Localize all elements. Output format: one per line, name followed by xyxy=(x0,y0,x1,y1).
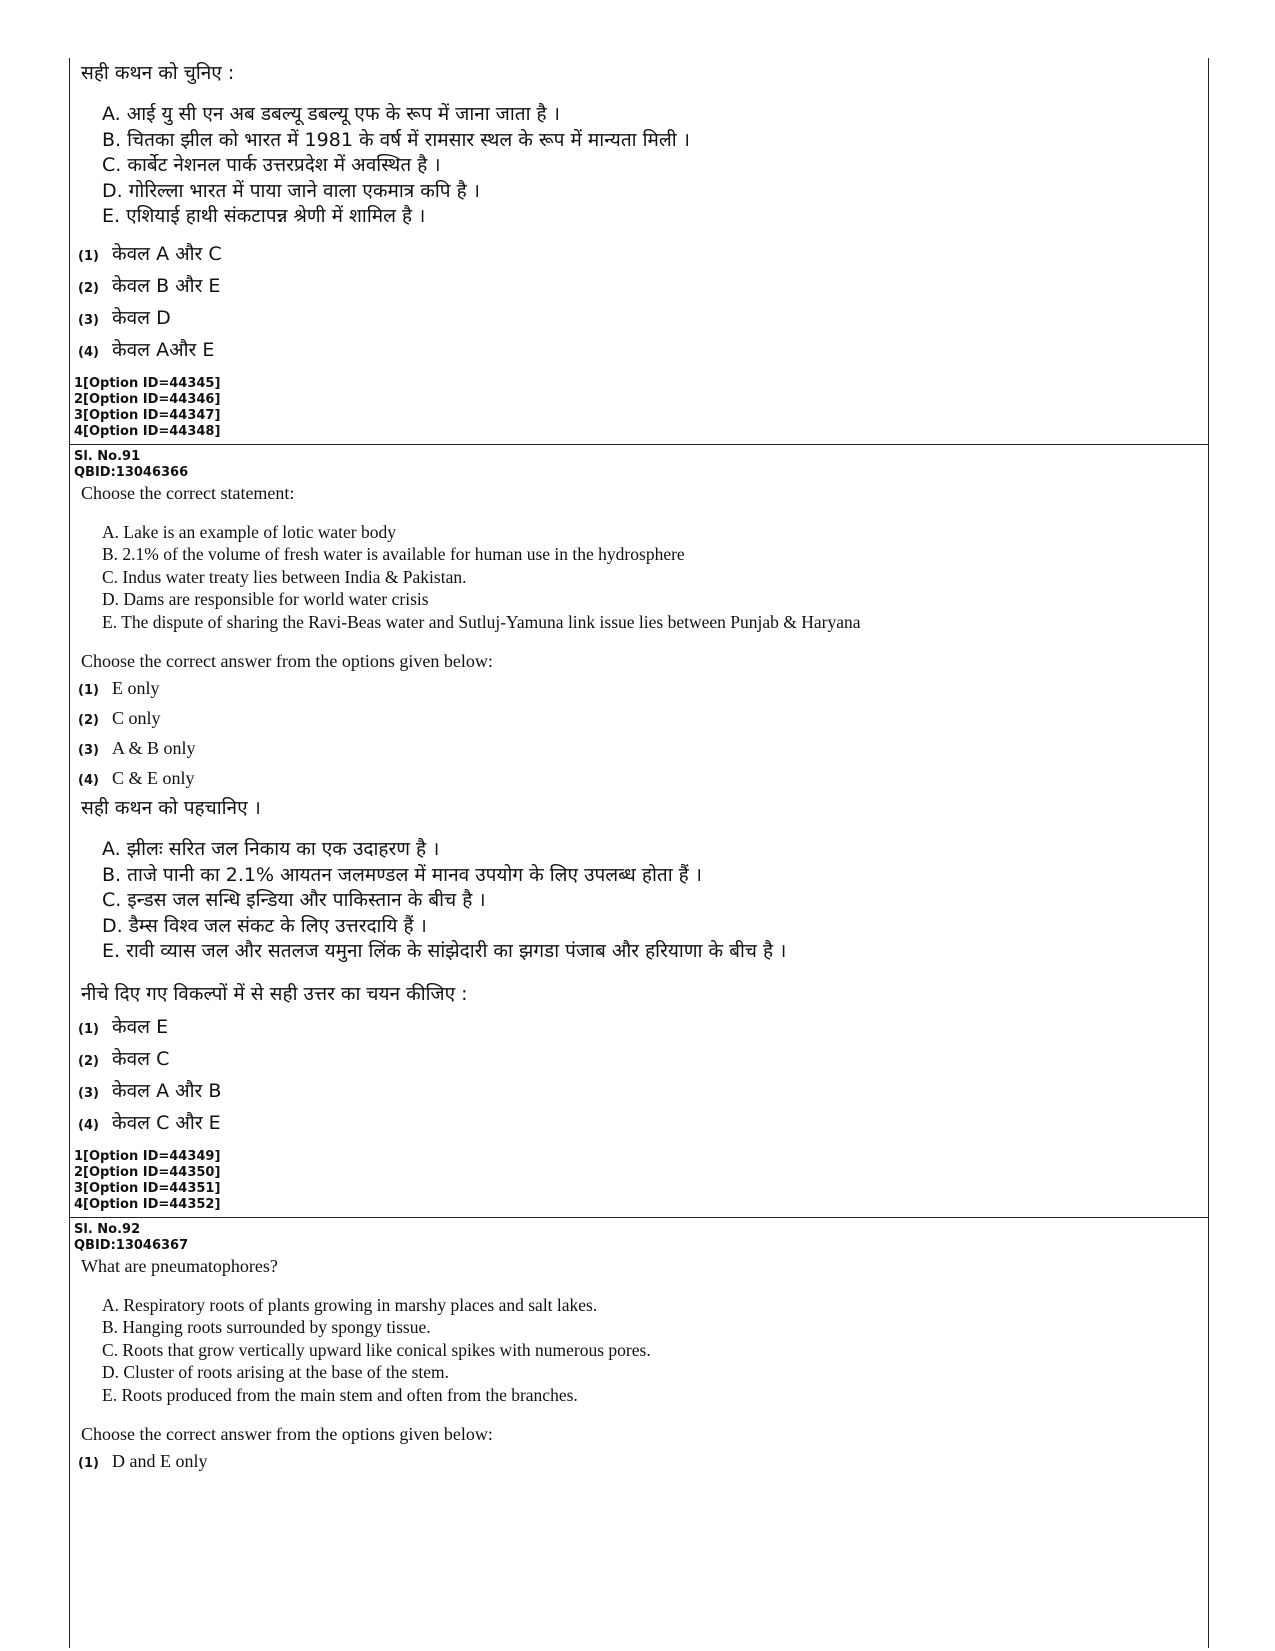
option-text: केवल E xyxy=(112,1015,169,1038)
option-id: 4[Option ID=44348] xyxy=(74,423,221,439)
option-number: (3) xyxy=(78,743,99,758)
option-number: (2) xyxy=(78,713,99,728)
statement-c: C. Roots that grow vertically upward like conical spikes with numerous pores. xyxy=(102,1339,651,1360)
statement-e: E. Roots produced from the main stem and often from the branches. xyxy=(102,1384,578,1405)
option-1 xyxy=(70,673,1208,703)
option-number: (4) xyxy=(78,1117,99,1133)
option-id: 2[Option ID=44350] xyxy=(74,1164,221,1180)
option-text: A & B only xyxy=(112,738,196,758)
option-list-en xyxy=(70,673,1208,793)
option-4 xyxy=(70,763,1208,793)
question-91 xyxy=(70,445,1208,1213)
option-text: C & E only xyxy=(112,768,195,788)
option-text: केवल Aऔर E xyxy=(112,338,215,361)
statement-list-hi xyxy=(70,102,1208,230)
serial-number: Sl. No.91 xyxy=(74,448,141,464)
option-2 xyxy=(70,1043,1208,1075)
question-90-continued xyxy=(70,58,1208,440)
statement-a: A. Lake is an example of lotic water body xyxy=(102,521,396,542)
statement-a: A. झीलः सरित जल निकाय का एक उदाहरण है । xyxy=(102,838,440,860)
option-text: C only xyxy=(112,708,161,728)
page-frame xyxy=(69,58,1209,1648)
option-id: 1[Option ID=44345] xyxy=(74,375,221,391)
statement-d: D. Dams are responsible for world water crisis xyxy=(102,589,429,609)
question-text-hi: सही कथन को चुनिए : xyxy=(81,62,235,84)
option-id: 1[Option ID=44349] xyxy=(74,1148,221,1164)
statement-e: E. The dispute of sharing the Ravi-Beas water and Sutluj-Yamuna link issue lies between Punjab & Haryana xyxy=(102,611,861,632)
option-number: (1) xyxy=(78,248,99,264)
instruction-hi: नीचे दिए गए विकल्पों में से सही उत्तर का चयन कीजिए : xyxy=(81,982,468,1005)
option-number: (3) xyxy=(78,312,99,328)
option-text: केवल C और E xyxy=(112,1111,221,1134)
option-4 xyxy=(70,334,1208,366)
statement-b: B. Hanging roots surrounded by spongy tissue. xyxy=(102,1317,431,1337)
option-4 xyxy=(70,1107,1208,1139)
option-number: (4) xyxy=(78,344,99,360)
option-number: (4) xyxy=(78,773,99,788)
qbid: QBID:13046367 xyxy=(74,1237,189,1253)
statement-list-en xyxy=(70,521,1208,634)
option-3 xyxy=(70,302,1208,334)
option-number: (3) xyxy=(78,1085,99,1101)
statement-d: D. Cluster of roots arising at the base of the stem. xyxy=(102,1362,450,1382)
option-text: केवल B और E xyxy=(112,274,221,297)
statement-b: B. 2.1% of the volume of fresh water is available for human use in the hydrosphere xyxy=(102,544,685,564)
question-92 xyxy=(70,1218,1208,1477)
statement-a: A. आई यु सी एन अब डबल्यू डबल्यू एफ के रूप में जाना जाता है । xyxy=(102,103,560,125)
serial-number: Sl. No.92 xyxy=(74,1221,141,1237)
statement-a: A. Respiratory roots of plants growing in marshy places and salt lakes. xyxy=(102,1294,598,1315)
option-number: (2) xyxy=(78,1053,99,1069)
statement-list-en xyxy=(70,1294,1208,1407)
option-3 xyxy=(70,1075,1208,1107)
option-number: (1) xyxy=(78,683,99,698)
option-number: (2) xyxy=(78,280,99,296)
option-id-list xyxy=(70,376,1208,440)
option-text: D and E only xyxy=(112,1451,208,1471)
option-id: 4[Option ID=44352] xyxy=(74,1196,221,1212)
option-number: (1) xyxy=(78,1456,99,1471)
question-text-hi: सही कथन को पहचानिए । xyxy=(81,797,261,819)
option-number: (1) xyxy=(78,1021,99,1037)
instruction-en: Choose the correct answer from the options given below: xyxy=(81,651,493,671)
statement-e: E. एशियाई हाथी संकटापन्न श्रेणी में शामिल है । xyxy=(102,205,426,227)
statement-c: C. कार्बेट नेशनल पार्क उत्तरप्रदेश में अवस्थित है । xyxy=(102,154,441,176)
option-1 xyxy=(70,1011,1208,1043)
option-id-list xyxy=(70,1149,1208,1213)
option-3 xyxy=(70,733,1208,763)
option-list-en xyxy=(70,1446,1208,1476)
option-2 xyxy=(70,270,1208,302)
option-1 xyxy=(70,238,1208,270)
option-text: केवल C xyxy=(112,1047,170,1070)
statement-c: C. इन्डस जल सन्धि इन्डिया और पाकिस्तान के बीच है । xyxy=(102,889,486,911)
statement-c: C. Indus water treaty lies between India & Pakistan. xyxy=(102,566,467,587)
question-text-en: Choose the correct statement: xyxy=(81,482,295,503)
qbid: QBID:13046366 xyxy=(74,464,189,480)
option-text: केवल D xyxy=(112,306,171,329)
statement-d: D. गोरिल्ला भारत में पाया जाने वाला एकमात्र कपि है । xyxy=(102,179,480,202)
question-text-en: What are pneumatophores? xyxy=(81,1255,278,1276)
option-text: E only xyxy=(112,678,160,698)
option-list-hi xyxy=(70,238,1208,366)
option-id: 3[Option ID=44351] xyxy=(74,1180,221,1196)
instruction-en: Choose the correct answer from the options given below: xyxy=(81,1424,493,1444)
statement-e: E. रावी व्यास जल और सतलज यमुना लिंक के सांझेदारी का झगडा पंजाब और हरियाणा के बीच है । xyxy=(102,940,787,962)
statement-d: D. डैम्स विश्व जल संकट के लिए उत्तरदायि हैं । xyxy=(102,914,427,937)
option-text: केवल A और B xyxy=(112,1079,222,1102)
option-text: केवल A और C xyxy=(112,242,222,265)
option-id: 3[Option ID=44347] xyxy=(74,407,221,423)
option-list-hi xyxy=(70,1011,1208,1139)
statement-list-hi xyxy=(70,837,1208,965)
statement-b: B. चितका झील को भारत में 1981 के वर्ष में रामसार स्थल के रूप में मान्यता मिली । xyxy=(102,128,690,151)
option-1 xyxy=(70,1446,1208,1476)
option-2 xyxy=(70,703,1208,733)
option-id: 2[Option ID=44346] xyxy=(74,391,221,407)
statement-b: B. ताजे पानी का 2.1% आयतन जलमण्डल में मानव उपयोग के लिए उपलब्ध होता हैं । xyxy=(102,863,702,886)
